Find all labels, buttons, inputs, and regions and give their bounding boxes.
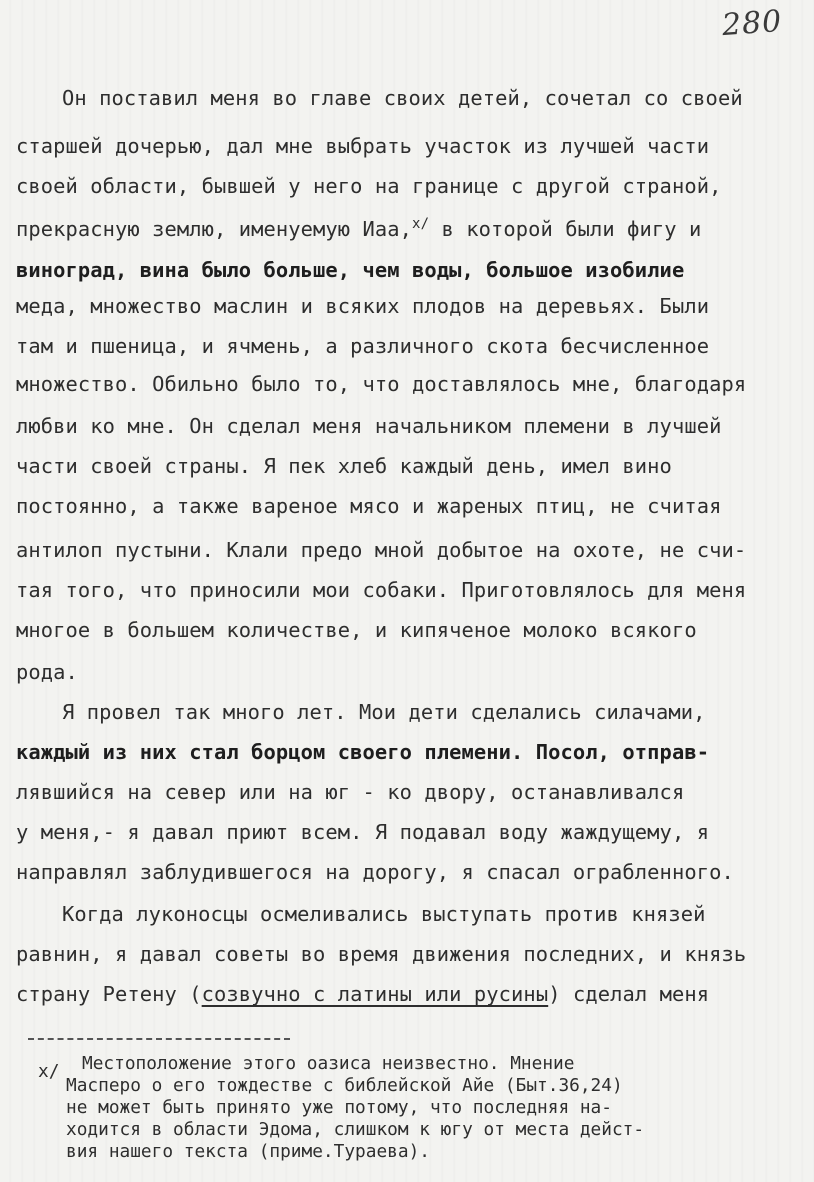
body-line-text: страну Ретену (: [16, 982, 202, 1006]
body-line: меда, множество маслин и всяких плодов на деревьях. Были: [16, 294, 710, 318]
body-line: антилоп пустыни. Клали предо мной добытое на охоте, не счи-: [16, 538, 747, 562]
body-line: Он поставил меня во главе своих детей, сочетал со своей: [62, 86, 743, 110]
body-line: [16, 258, 684, 282]
footnote-line: Местоположение этого оазиса неизвестно. Мнение: [82, 1053, 575, 1074]
body-line: направлял заблудившегося на дорогу, я спасал ограбленного.: [16, 860, 734, 884]
footnote-line: не может быть принято уже потому, что последняя на-: [66, 1097, 612, 1118]
page-number: 280: [720, 3, 784, 44]
body-line-text: ) сделал меня: [548, 982, 710, 1006]
body-line: части своей страны. Я пек хлеб каждый день, имел вино: [16, 454, 672, 478]
body-line: [16, 212, 701, 241]
footnote-separator: [28, 1038, 290, 1040]
footnote-line: вия нашего текста (приме.Тураева).: [66, 1141, 430, 1162]
body-line: тая того, что приносили мои собаки. Приготовлялось для меня: [16, 578, 747, 602]
body-line: [16, 982, 709, 1006]
body-line: там и пшеница, и ячмень, а различного скота бесчисленное: [16, 334, 710, 358]
body-line-text: в которой были фигу и: [429, 217, 702, 241]
body-line: множество. Обильно было то, что доставлялось мне, благодаря: [16, 372, 747, 396]
body-line: Я провел так много лет. Мои дети сделались силачами,: [62, 700, 706, 724]
body-line: старшей дочерью, дал мне выбрать участок из лучшей части: [16, 134, 710, 158]
body-line: многое в большем количестве, и кипяченое молоко всякого: [16, 618, 697, 642]
body-line-text: каждый из них стал борцом своего племени. Посол, отправ-: [16, 740, 710, 764]
footnote-line: Масперо о его тождестве с библейской Айе (Быт.36,24): [66, 1075, 623, 1096]
body-line: [16, 740, 709, 764]
body-line-text: прекрасную землю, именуемую Иаа,: [16, 217, 413, 241]
footnote-line: ходится в области Эдома, слишком к югу от места дейст-: [66, 1119, 645, 1140]
body-line-text: виноград, вина было больше, чем воды, большое изобилие: [16, 258, 685, 282]
body-line: Когда луконосцы осмеливались выступать против князей: [62, 902, 706, 926]
footnote-marker: x/: [38, 1061, 60, 1082]
footnote-reference: x/: [412, 216, 430, 232]
body-line: своей области, бывшей у него на границе с другой страной,: [16, 174, 722, 198]
body-line: рода.: [16, 660, 78, 684]
body-line: равнин, я давал советы во время движения последних, и князь: [16, 942, 747, 966]
body-line: постоянно, а также вареное мясо и жареных птиц, не считая: [16, 494, 722, 518]
body-line: лявшийся на север или на юг - ко двору, останавливался: [16, 780, 685, 804]
body-line: любви ко мне. Он сделал меня начальником племени в лучшей: [16, 414, 722, 438]
underlined-phrase: созвучно с латины или русины: [201, 982, 549, 1006]
body-line: у меня,- я давал приют всем. Я подавал воду жаждущему, я: [16, 820, 710, 844]
